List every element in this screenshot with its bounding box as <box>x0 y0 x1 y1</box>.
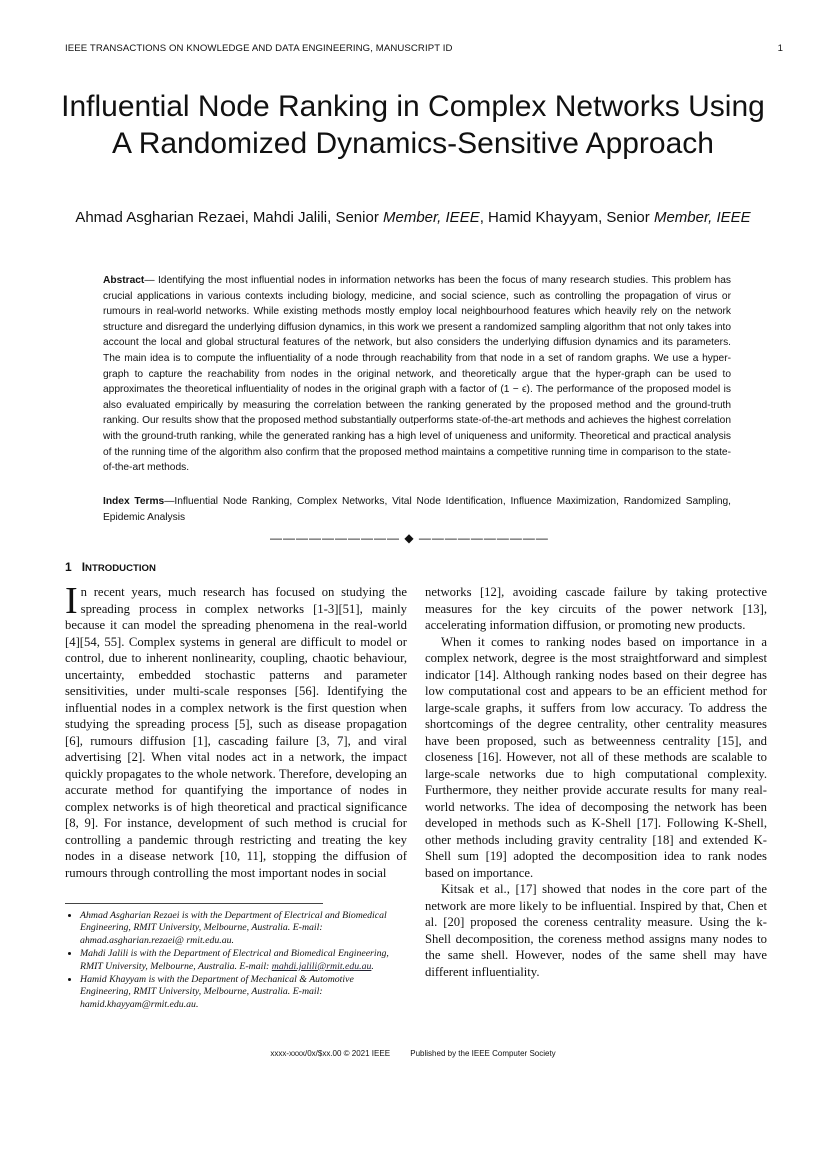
author-list <box>70 208 756 228</box>
footer-copyright: xxxx-xxxx/0x/$xx.00 © 2021 IEEE <box>270 1049 391 1058</box>
paper-title: Influential Node Ranking in Complex Networks Using A Randomized Dynamics-Sensitive Approach <box>61 90 765 160</box>
body-column-right <box>425 584 767 980</box>
section-divider: —————————— ◆ —————————— <box>270 531 549 545</box>
authors-part-1: Ahmad Asgharian Rezaei, Mahdi Jalili, Senior <box>75 209 383 226</box>
author-footnotes <box>65 910 405 1012</box>
abstract <box>103 273 731 476</box>
section-title-initial: I <box>81 560 86 574</box>
body-paragraph-1 <box>65 580 407 881</box>
footnote-2-email-link[interactable]: mahdi.jalili@rmit.edu.au <box>271 960 372 972</box>
footer-publisher: Published by the IEEE Computer Society <box>410 1049 556 1058</box>
index-terms-label: Index Terms <box>103 496 165 507</box>
footnote-rule <box>65 903 323 904</box>
index-terms <box>103 494 731 525</box>
section-heading-introduction <box>65 560 156 574</box>
authors-part-2: , Hamid Khayyam, Senior <box>479 209 654 226</box>
footnote-3-text: Hamid Khayyam is with the Department of Mechanical & Automotive Engineering, RMIT University, Melbourne, Australia. E-mail: hamid.khayyam@rmit.edu.au. <box>80 974 354 1010</box>
footnote-3 <box>80 974 405 1011</box>
membership-2: Member, IEEE <box>653 209 751 226</box>
abstract-label: Abstract <box>103 275 145 286</box>
membership-1: Member, IEEE <box>383 209 480 226</box>
drop-cap: I <box>65 580 78 622</box>
body-paragraph-2: When it comes to ranking nodes based on importance in a complex network, degree is the most straightforward and simplest indicator [14]. Although ranking nodes based on their degree has low computational cost and appears to be an efficient method for large-scale graphs, it suffers from low accuracy. To address the shortcomings of the degree centrality, other centrality measures have been proposed, such as betweenness centrality [15], and closeness [16]. However, not all of these methods are scalable to large-scale networks due to high computational complexity. Furthermore, they neither provide accurate results for many real-world networks. The idea of decomposing the network has been developed in methods such as K-Shell [17]. Following K-Shell, other methods including gravity centrality [18] and extended K-Shell sum [19] adopted the decomposition idea to rank nodes based on importance. <box>425 634 767 880</box>
running-header: IEEE TRANSACTIONS ON KNOWLEDGE AND DATA ENGINEERING, MANUSCRIPT ID <box>65 43 453 54</box>
page-number: 1 <box>777 43 783 54</box>
page-footer <box>0 1049 826 1058</box>
footnote-1 <box>80 910 405 947</box>
abstract-text: — Identifying the most influential nodes in information networks has been the focus of many research studies. This problem has crucial applications in various contexts including biology, medicine, and social science, such as controlling the propagation of virus or rumours in real-world networks. While existing methods mostly employ local neighbourhood features which heavily rely on the network structure and disregard the underlying diffusion dynamics, in this work we present a randomized sampling algorithm that not only takes into account the local and global structural features of the network, but also considers the underlying diffusion dynamics and its parameters. The main idea is to compute the influentiality of a node through reachability from that node in a set of random graphs. We use a hyper-graph to capture the reachability from nodes in the original network, and theoretically argue that the hyper-graph can be used to approximates the theoretical influentiality of nodes in the original graph with a factor of (1 − ϵ). The performance of the proposed model is also evaluated empirically by measuring the correlation between the ranking generated by the proposed method and the ground-truth ranking. Our results show that the proposed method substantially outperforms state-of-the-art methods and achieves the highest correlation with the ground-truth ranking, while the generated ranking has a high level of uniqueness and uniformity. Theoretical and practical analysis of the running time of the algorithm also confirm that the proposed method maintains a competitive running time in comparison to the state-of-the-art methods. <box>103 275 731 474</box>
footnote-2-text: Mahdi Jalili is with the Department of Electrical and Biomedical Engineering, RMIT University, Melbourne, Australia. E-mail: <box>80 948 389 972</box>
section-title-rest: NTRODUCTION <box>85 563 156 574</box>
body-paragraph-1-continued: networks [12], avoiding cascade failure by taking protective measures for the key circuits of the power network [13], accelerating information diffusion, or promoting new products. <box>425 585 767 632</box>
paragraph-1-text: n recent years, much research has focused on studying the spreading process in complex networks [1-3][51], mainly because it can model the spreading phenomena in the real-world [4][54, 55]. Complex systems in general are difficult to model or control, due to inherent nonlinearity, coupling, chaotic behaviour, uncertainty, embedded stochastic patterns and parameter sensitivities, under multi-scale responses [56]. Identifying the influential nodes in a complex network is the first question when studying the spreading process [5], such as disease propagation [6], rumours diffusion [1], cascading failure [3, 7], and viral advertising [2]. When vital nodes act in a network, the impact quickly propagates to the whole network. Therefore, developing an accurate method for quantifying the importance of nodes in complex networks is of high theoretical and practical significance [8, 9]. For instance, development of such method is crucial for controlling a pandemic through restricting and treating the key nodes in a disease network [10, 11], stopping the diffusion of rumours through controlling the most important nodes in social <box>65 585 407 880</box>
footnote-2 <box>80 948 405 973</box>
body-column-left <box>65 580 407 881</box>
index-terms-text: —Influential Node Ranking, Complex Networks, Vital Node Identification, Influence Maximization, Randomized Sampling, Epidemic Analysis <box>103 496 731 523</box>
section-number: 1 <box>65 560 72 574</box>
footnote-1-text: Ahmad Asgharian Rezaei is with the Department of Electrical and Biomedical Engineering, RMIT University, Melbourne, Australia. E-mail: ahmad.asgharian.rezaei@ rmit.edu.au. <box>80 910 387 946</box>
body-paragraph-3: Kitsak et al., [17] showed that nodes in the core part of the network are more likely to be influential. Inspired by that, Chen et al. [20] proposed the coreness centrality measure. Using the k-Shell decomposition, the coreness method assigns many nodes to the same shell. However, nodes of the same shell may have different influentiality. <box>425 882 767 979</box>
footnote-2-after: . <box>371 960 374 972</box>
